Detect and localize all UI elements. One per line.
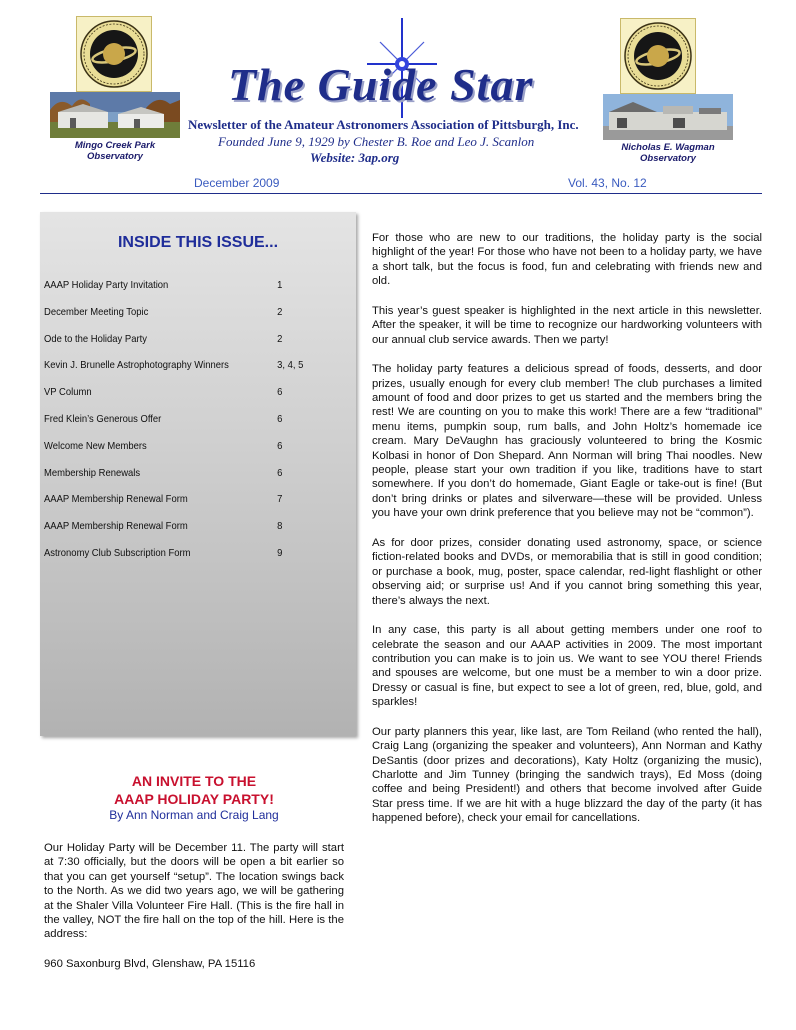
newsletter-title: The Guide Star [228, 59, 534, 110]
newsletter-subtitle: Newsletter of the Amateur Astronomers Association of Pittsburgh, Inc. [188, 117, 579, 132]
toc-item [44, 467, 314, 481]
toc-item-page: 8 [277, 520, 283, 533]
toc-item [44, 359, 314, 373]
left-seal-logo [76, 16, 152, 92]
toc-item-title: Membership Renewals [44, 466, 141, 479]
toc-item-page: 1 [277, 279, 283, 291]
toc-item-title: Ode to the Holiday Party [44, 332, 147, 345]
party-article-body [372, 231, 762, 841]
toc-item-page: 6 [277, 439, 283, 452]
body-paragraph: Our party planners this year, like last, are Tom Reiland (who rented the hall), Craig Lang (organizing the speaker and volunteers), Ann Norman and Kathy DeSantis (door prizes and decorations), Katy Holtz (organizing the music), Charlotte and Jim Tunney (bringing the sandwich trays), Ed Moss (doing coffee and being President!) and others that become involved after Guide Star press time. If we are hit with a huge blizzard the day of the party (it has happened before), check your email for cancellations. [372, 725, 762, 825]
right-observatory-name: Nicholas E. Wagman [621, 142, 715, 153]
invite-address: 960 Saxonburg Blvd, Glenshaw, PA 15116 [44, 957, 256, 970]
inside-this-issue-box [40, 212, 356, 736]
toc-item [44, 493, 314, 507]
body-paragraph: The holiday party features a delicious spread of foods, desserts, and door prizes, usually enough for every club member! The club purchases a limited amount of food and door prizes to get us started and the members bring the rest! We are counting on you to make this work! There are a few “traditional” menu items, pumpkin soup, rum balls, and John Holtz’s homemade ice cream. Mary DeVaughn has graciously volunteered to bring the Kosmic Kolbasi in honor of Don Shepard. Ann Norman will bring Thai noodles. New people, please start your own tradition if you like, traditions have to start somewhere. If you don’t do homemade, Giant Eagle or take-out is fine! (But don’t bring drinks or plates and silverware—these will be provided. Unless you have your own drink preference that you believe may not be “common”). [372, 363, 762, 520]
toc-item-title: Welcome New Members [44, 439, 147, 452]
body-paragraph: In any case, this party is all about getting members under one roof to celebrate the season and our AAAP activities in 2009. The most important contribution you can make is to join us. We want to see YOU there! Friends and spouses are welcome, but one must be a member to win a door prize. Dressy or casual is fine, but expect to see a lot of green, red, blue, gold, and sparkles! [372, 624, 762, 709]
header-rule [40, 193, 762, 194]
toc-item-page: 7 [277, 493, 283, 506]
invite-heading-line1: AN INVITE TO THE [131, 773, 257, 789]
toc-item [44, 279, 314, 293]
toc-item [44, 333, 314, 347]
mingo-creek-observatory-photo [50, 92, 180, 138]
body-paragraph: This year’s guest speaker is highlighted in the next article in this newsletter. After the speaker, it will be time to recognize our hardworking volunteers with our annual club service awards. Then we party! [372, 304, 762, 346]
toc-item [44, 440, 314, 454]
toc-item [44, 547, 314, 561]
invite-paragraph: Our Holiday Party will be December 11. The party will start at 7:30 officially, but the doors will be open a bit earlier so that you can get yourself “setup”. The location swings back to the North. As we did two years ago, we will be gathering at the Shaler Villa Volunteer Fire Hall. (This is the fire hall in the valley, NOT the fire hall on the top of the hill. Here is the address: [44, 842, 344, 941]
toc-item [44, 520, 314, 534]
toc-item-title: AAAP Membership Renewal Form [44, 520, 188, 533]
toc-item [44, 413, 314, 427]
website-line: Website: 3ap.org [310, 150, 400, 165]
issue-volume: Vol. 43, No. 12 [568, 176, 647, 190]
invite-byline: By Ann Norman and Craig Lang [109, 808, 279, 822]
right-seal-logo [620, 18, 696, 94]
toc-item-page: 6 [277, 413, 283, 425]
toc-item-title: December Meeting Topic [44, 305, 149, 318]
invite-article [44, 772, 344, 971]
inside-heading: INSIDE THIS ISSUE... [117, 234, 279, 251]
toc-item-title: VP Column [44, 386, 92, 399]
toc-item-page: 2 [277, 332, 283, 345]
toc-item-page: 6 [277, 466, 283, 479]
toc-list [44, 279, 354, 579]
left-observatory-type: Observatory [87, 151, 143, 162]
toc-item-page: 9 [277, 547, 283, 559]
toc-item-page: 3, 4, 5 [277, 359, 304, 372]
saturn-seal-icon [621, 19, 695, 93]
toc-item [44, 386, 314, 400]
wagman-observatory-photo [603, 94, 733, 140]
invite-heading-line2: AAAP HOLIDAY PARTY! [114, 791, 274, 807]
founded-line: Founded June 9, 1929 by Chester B. Roe and Leo J. Scanlon [218, 134, 535, 149]
toc-item [44, 306, 314, 320]
left-observatory-name: Mingo Creek Park [74, 140, 156, 151]
toc-item-title: Fred Klein’s Generous Offer [44, 413, 162, 425]
right-observatory-type: Observatory [640, 153, 696, 164]
saturn-seal-icon [77, 17, 151, 91]
toc-item-title: Astronomy Club Subscription Form [44, 547, 191, 559]
toc-item-title: AAAP Membership Renewal Form [44, 493, 188, 506]
toc-item-page: 2 [277, 305, 283, 318]
body-paragraph: For those who are new to our traditions, the holiday party is the social highlight of the year! For those who have not been to a holiday party, we have a short talk, but the focus is food, fun and celebrating with friends new and old. [372, 232, 762, 288]
left-observatory-caption [50, 140, 180, 162]
toc-item-title: Kevin J. Brunelle Astrophotography Winners [44, 359, 229, 372]
body-paragraph: As for door prizes, consider donating used astronomy, space, or science fiction-related books and DVDs, or memorabilia that is still in good condition; or purchase a book, mug, poster, space calendar, red-light flashlight or other observing aid; or surprise us! And if you cannot bring something this year, there’s always the next. [372, 536, 762, 607]
issue-date: December 2009 [194, 176, 280, 190]
right-observatory-caption [603, 142, 733, 164]
toc-item-title: AAAP Holiday Party Invitation [44, 279, 169, 291]
toc-item-page: 6 [277, 386, 283, 399]
